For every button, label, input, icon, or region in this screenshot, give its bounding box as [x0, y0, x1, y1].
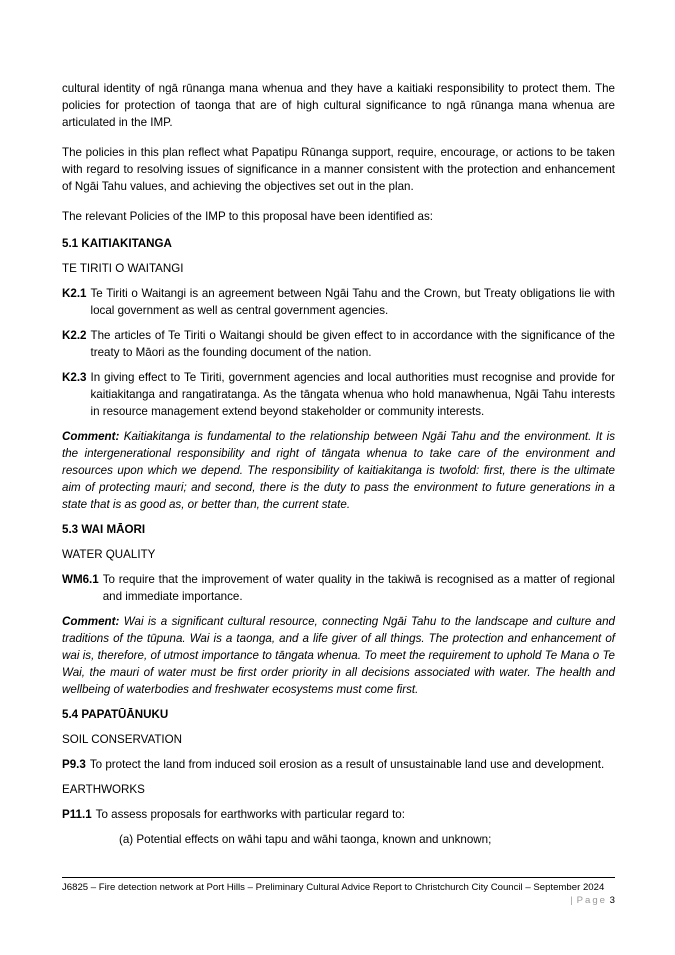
policy-text: In giving effect to Te Tiriti, government agencies and local authorities must recognise and provide for kaitiakitanga and rangatiratanga. As the tāngata whenua who hold manawhenua, Ngāi Tahu interests in resource management extend beyond stakeholder or community interests.	[90, 371, 615, 418]
policy-k2-1	[62, 285, 615, 319]
comment-kaitiakitanga	[62, 428, 615, 513]
intro-paragraph-1: cultural identity of ngā rūnanga mana whenua and they have a kaitiaki responsibility to protect them. The policies for protection of taonga that are of high cultural significance to ngā rūnanga mana whenua are articulated in the IMP.	[62, 82, 615, 129]
policy-text: To assess proposals for earthworks with particular regard to:	[95, 808, 405, 821]
policy-text: To protect the land from induced soil erosion as a result of unsustainable land use and development.	[89, 758, 605, 771]
footer-text: J6825 – Fire detection network at Port Hills – Preliminary Cultural Advice Report to Christchurch City Council – September 2024	[62, 882, 605, 893]
section-heading-papatuanuku: 5.4 PAPATŪĀNUKU	[62, 708, 169, 721]
comment-label: Comment:	[62, 615, 120, 628]
policy-p9-3	[62, 756, 615, 773]
section-heading-wai-maori: 5.3 WAI MĀORI	[62, 523, 146, 536]
page-separator: |	[570, 895, 574, 906]
policy-code: K2.2	[62, 329, 87, 342]
subheading-earthworks: EARTHWORKS	[62, 783, 145, 796]
policy-p11-1	[62, 806, 615, 823]
page-number-line	[62, 894, 615, 907]
intro-paragraph-3: The relevant Policies of the IMP to this proposal have been identified as:	[62, 210, 434, 223]
subheading-te-tiriti: TE TIRITI O WAITANGI	[62, 262, 184, 275]
policy-subitem-a: (a) Potential effects on wāhi tapu and wāhi taonga, known and unknown;	[119, 833, 492, 846]
policy-k2-2	[62, 327, 615, 361]
policy-code: WM6.1	[62, 573, 99, 586]
policy-code: P11.1	[62, 808, 92, 821]
section-heading-kaitiakitanga: 5.1 KAITIAKITANGA	[62, 237, 172, 250]
policy-code: P9.3	[62, 758, 86, 771]
comment-text: Kaitiakitanga is fundamental to the relationship between Ngāi Tahu and the environment. It is the intergenerational responsibility and right of tāngata whenua to take care of the environment and resources upon which we depend. The responsibility of kaitiakitanga is twofold: first, there is the ultimate aim of protecting mauri; and second, there is the duty to pass the environment to future generations in a state that is as good as, or better than, the current state.	[62, 430, 615, 511]
policy-text: To require that the improvement of water quality in the takiwā is recognised as a matter of regional and immediate importance.	[102, 573, 615, 603]
policy-text: The articles of Te Tiriti o Waitangi should be given effect to in accordance with the significance of the treaty to Māori as the founding document of the nation.	[90, 329, 615, 359]
policy-code: K2.3	[62, 371, 87, 384]
policy-wm6-1	[62, 571, 615, 605]
policy-text: Te Tiriti o Waitangi is an agreement between Ngāi Tahu and the Crown, but Treaty obligations lie with local government as well as central government agencies.	[90, 287, 615, 317]
policy-k2-3	[62, 369, 615, 420]
page-body	[62, 80, 615, 854]
intro-paragraph-2: The policies in this plan reflect what Papatipu Rūnanga support, require, encourage, or actions to be taken with regard to resolving issues of significance in a manner consistent with the protection and enhancement of Ngāi Tahu values, and achieving the objectives set out in the plan.	[62, 146, 615, 193]
page-number: 3	[609, 895, 615, 906]
page-label: Page	[576, 895, 607, 906]
comment-wai-maori	[62, 613, 615, 698]
page-footer	[62, 877, 615, 907]
comment-label: Comment:	[62, 430, 120, 443]
comment-text: Wai is a significant cultural resource, connecting Ngāi Tahu to the landscape and culture and traditions of the tūpuna. Wai is a taonga, and a life giver of all things. The protection and enhancement of wai is, therefore, of utmost importance to tāngata whenua. To meet the requirement to uphold Te Mana o Te Wai, the mauri of water must be first order priority in all decisions associated with water. The health and wellbeing of waterbodies and freshwater ecosystems must come first.	[62, 615, 615, 696]
subheading-water-quality: WATER QUALITY	[62, 548, 156, 561]
policy-code: K2.1	[62, 287, 87, 300]
subheading-soil-conservation: SOIL CONSERVATION	[62, 733, 183, 746]
